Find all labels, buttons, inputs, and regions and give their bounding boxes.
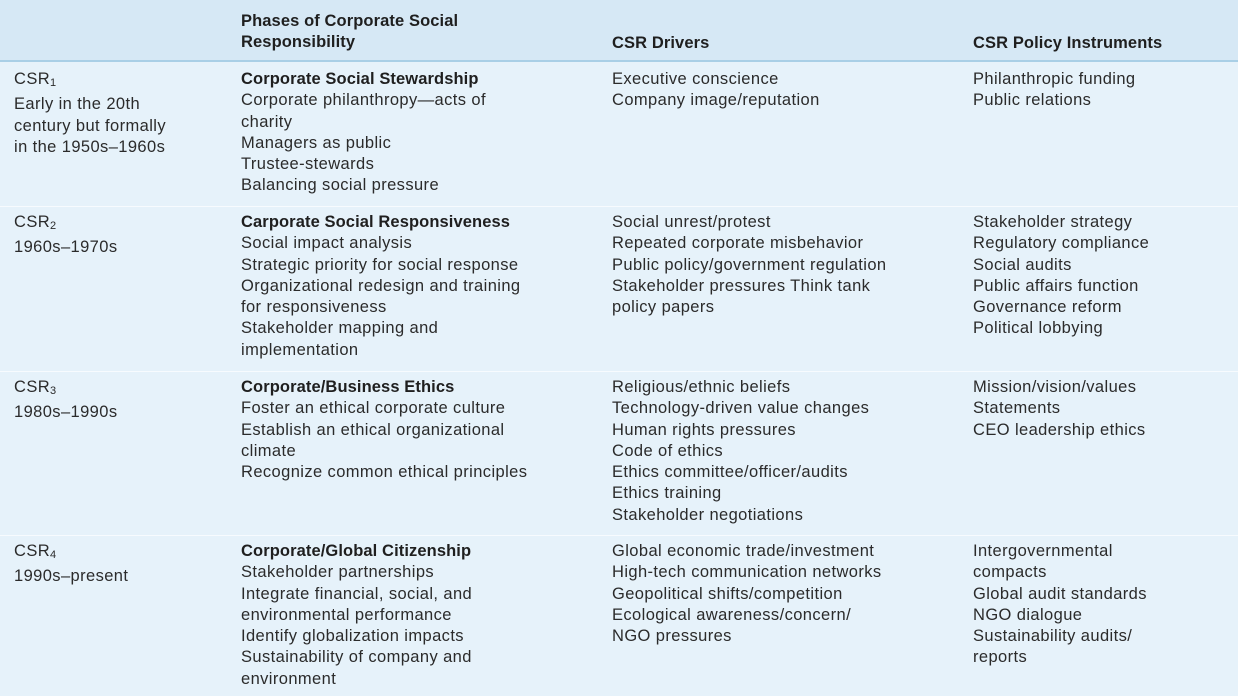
phase-item: Recognize common ethical principles (241, 463, 528, 482)
instrument-item: Public relations (973, 91, 1092, 110)
table-row (0, 377, 1238, 541)
driver-item: Religious/ethnic beliefs (612, 378, 791, 396)
table-header (0, 0, 1238, 62)
instrument-item: Stakeholder strategy (973, 213, 1133, 231)
driver-item: Ethics committee/officer/audits (612, 463, 848, 482)
era-line: 1960s–1970s (14, 238, 118, 257)
instruments-cell (973, 69, 1235, 112)
instruments-cell (973, 212, 1235, 340)
csr-code-label: CSR (14, 213, 51, 231)
era-line: 1980s–1990s (14, 403, 118, 422)
era-line: 1990s–present (14, 567, 129, 586)
phase-item: Trustee-stewards (241, 155, 375, 174)
csr-code (14, 212, 229, 237)
drivers-cell (612, 541, 962, 647)
driver-item: Stakeholder pressures Think tank (612, 276, 871, 295)
instrument-item: Political lobbying (973, 319, 1104, 338)
phase-item: climate (241, 441, 297, 460)
csr-code-subscript: 2 (50, 220, 57, 232)
csr-code-subscript: 4 (50, 549, 57, 561)
era-line: in the 1950s–1960s (14, 137, 166, 156)
driver-item: Public policy/government regulation (612, 255, 887, 274)
table-row (0, 541, 1238, 696)
phase-cell (241, 212, 601, 361)
phase-cell (241, 69, 601, 197)
phase-cell (241, 541, 601, 690)
header-phases (241, 11, 458, 53)
driver-item: Technology-driven value changes (612, 399, 870, 418)
instrument-item: Intergovernmental (973, 542, 1113, 560)
phase-title: Carporate Social Responsiveness (241, 213, 511, 231)
phase-cell (241, 377, 601, 483)
instruments-cell (973, 377, 1235, 441)
instrument-item: Social audits (973, 255, 1072, 274)
instrument-item: Mission/vision/values (973, 378, 1137, 396)
drivers-cell (612, 377, 962, 526)
driver-item: Ecological awareness/concern/ (612, 605, 852, 624)
phase-title: Corporate Social Stewardship (241, 70, 479, 88)
driver-item: Company image/reputation (612, 91, 820, 110)
header-phases-line-2: Responsibility (241, 33, 356, 51)
csr-code-label: CSR (14, 542, 51, 560)
instrument-item: compacts (973, 563, 1047, 582)
phase-item: environment (241, 669, 337, 688)
csr-code-label: CSR (14, 70, 51, 88)
driver-item: Global economic trade/investment (612, 542, 875, 560)
instruments-cell (973, 541, 1235, 669)
driver-item: Repeated corporate misbehavior (612, 234, 864, 253)
header-instruments: CSR Policy Instruments (973, 34, 1163, 52)
drivers-cell (612, 69, 962, 112)
driver-item: Geopolitical shifts/competition (612, 584, 843, 603)
phase-item: Establish an ethical organizational (241, 420, 505, 439)
driver-item: NGO pressures (612, 627, 732, 646)
driver-item: Executive conscience (612, 70, 779, 88)
phase-item: Stakeholder mapping and (241, 319, 439, 338)
phase-item: Managers as public (241, 133, 392, 152)
phase-item: Foster an ethical corporate culture (241, 399, 506, 418)
table-row (0, 212, 1238, 377)
csr-code-label: CSR (14, 378, 51, 396)
instrument-item: reports (973, 648, 1028, 667)
driver-item: policy papers (612, 298, 715, 317)
phase-title: Corporate/Global Citizenship (241, 542, 472, 560)
era-line: century but formally (14, 116, 166, 135)
row-divider (0, 371, 1238, 372)
driver-item: Human rights pressures (612, 420, 796, 439)
phase-item: Balancing social pressure (241, 176, 440, 195)
driver-item: Ethics training (612, 484, 722, 503)
instrument-item: Public affairs function (973, 276, 1139, 295)
driver-item: Social unrest/protest (612, 213, 771, 231)
header-phases-line-1: Phases of Corporate Social (241, 12, 459, 30)
drivers-cell (612, 212, 962, 318)
phase-item: Social impact analysis (241, 234, 413, 253)
era-line: Early in the 20th (14, 95, 141, 114)
instrument-item: Global audit standards (973, 584, 1147, 603)
instrument-item: Statements (973, 399, 1061, 418)
csr-code (14, 69, 229, 94)
phase-item: environmental performance (241, 605, 452, 624)
csr-code-subscript: 3 (50, 385, 57, 397)
era-cell (14, 212, 229, 259)
table-row (0, 69, 1238, 212)
phase-item: Corporate philanthropy—acts of (241, 91, 486, 110)
header-drivers: CSR Drivers (612, 34, 710, 52)
csr-code (14, 377, 229, 402)
row-divider (0, 535, 1238, 536)
era-cell (14, 377, 229, 424)
instrument-item: NGO dialogue (973, 605, 1083, 624)
driver-item: Code of ethics (612, 441, 724, 460)
driver-item: High-tech communication networks (612, 563, 882, 582)
phase-item: implementation (241, 340, 359, 359)
instrument-item: Philanthropic funding (973, 70, 1136, 88)
era-cell (14, 541, 229, 588)
phase-item: Sustainability of company and (241, 648, 472, 667)
instrument-item: Governance reform (973, 298, 1122, 317)
row-divider (0, 206, 1238, 207)
csr-code (14, 541, 229, 566)
phase-title: Corporate/Business Ethics (241, 378, 455, 396)
phase-item: Strategic priority for social response (241, 255, 519, 274)
era-cell (14, 69, 229, 158)
instrument-item: Regulatory compliance (973, 234, 1150, 253)
phase-item: Stakeholder partnerships (241, 563, 435, 582)
phase-item: Identify globalization impacts (241, 627, 464, 646)
phase-item: charity (241, 112, 293, 131)
instrument-item: CEO leadership ethics (973, 420, 1146, 439)
phase-item: for responsiveness (241, 298, 387, 317)
phase-item: Organizational redesign and training (241, 276, 521, 295)
phase-item: Integrate financial, social, and (241, 584, 473, 603)
driver-item: Stakeholder negotiations (612, 505, 804, 524)
instrument-item: Sustainability audits/ (973, 627, 1133, 646)
csr-code-subscript: 1 (50, 77, 57, 89)
